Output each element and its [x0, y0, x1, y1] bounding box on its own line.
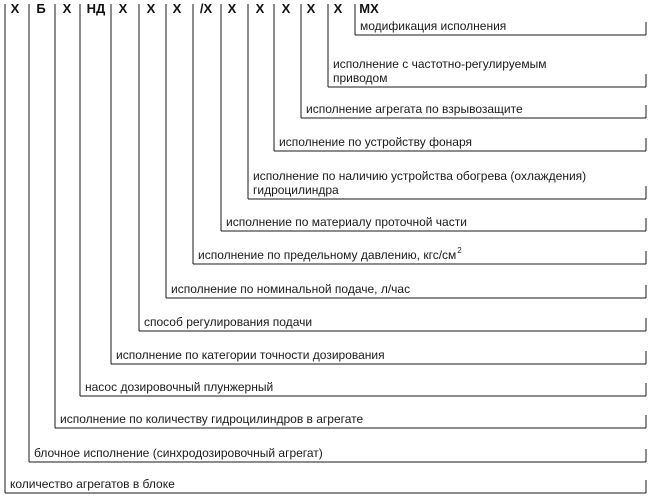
description-text: исполнение с частотно-регулируемым: [333, 57, 547, 71]
code-letter: Х: [118, 1, 128, 16]
code-letter: Х: [255, 1, 265, 16]
code-letter: /Х: [199, 1, 213, 16]
description-text: модификация исполнения: [360, 19, 507, 33]
description-text: насос дозировочный плунжерный: [85, 380, 274, 394]
description-text: приводом: [333, 71, 388, 85]
unit-superscript: 2: [457, 246, 462, 255]
description-text: блочное исполнение (синхродозировочный агрегат): [34, 446, 323, 460]
code-letter: Б: [36, 1, 46, 16]
description-text: исполнение по категории точности дозирования: [116, 348, 385, 362]
description-text: гидроцилиндра: [253, 183, 339, 197]
description-text: количество агрегатов в блоке: [10, 477, 175, 491]
description-text: исполнение по устройству фонаря: [279, 135, 472, 149]
code-letter: МХ: [359, 1, 379, 16]
code-letter: Х: [172, 1, 182, 16]
code-letter: Х: [333, 1, 343, 16]
description-text: исполнение по наличию устройства обогрева (охлаждения): [253, 169, 587, 183]
code-letter: Х: [281, 1, 291, 16]
designation-descriptions: [10, 19, 586, 491]
designation-codes: [11, 1, 379, 16]
code-letter: Х: [227, 1, 237, 16]
description-text: исполнение агрегата по взрывозащите: [306, 102, 523, 116]
description-text: исполнение по предельному давлению, кгс/см: [198, 248, 457, 262]
description-text: исполнение по количеству гидроцилиндров в агрегате: [60, 412, 364, 426]
description-text: способ регулирования подачи: [144, 315, 313, 329]
code-letter: Х: [306, 1, 316, 16]
description-text: исполнение по номинальной подаче, л/час: [171, 282, 411, 296]
code-letter: Х: [10, 1, 20, 16]
code-letter: Х: [146, 1, 156, 16]
code-letter: НД: [86, 1, 106, 16]
description-text: исполнение по материалу проточной части: [226, 215, 467, 229]
code-letter: Х: [62, 1, 72, 16]
